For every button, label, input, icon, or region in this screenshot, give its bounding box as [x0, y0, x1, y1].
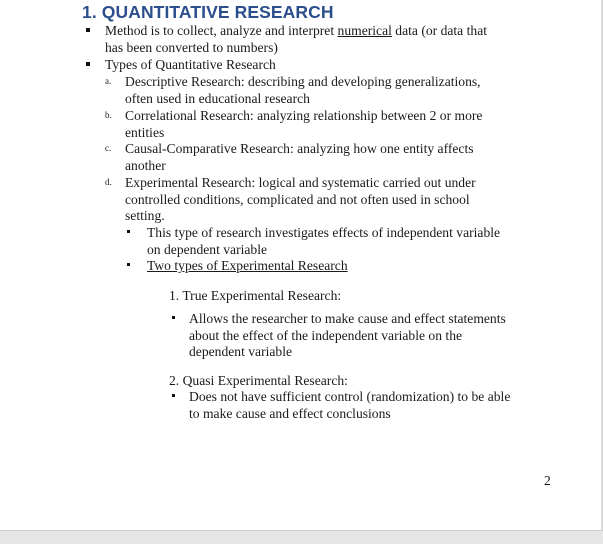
true-experimental-line1: Allows the researcher to make cause and effect statements [189, 311, 506, 326]
list-marker: a. [105, 76, 112, 86]
sub-bullet-2: Two types of Experimental Research [147, 258, 348, 273]
item-b-line2: entities [125, 125, 165, 140]
square-bullet-icon [86, 28, 90, 32]
section-heading: 1. QUANTITATIVE RESEARCH [82, 2, 334, 22]
method-text-start: Method is to collect, analyze and interpret [105, 23, 338, 38]
true-experimental-title: 1. True Experimental Research: [169, 288, 342, 303]
square-bullet-icon [172, 394, 175, 397]
square-bullet-icon [172, 316, 175, 319]
item-c-line2: another [125, 158, 166, 173]
page-number: 2 [544, 473, 551, 488]
list-marker: b. [105, 110, 112, 120]
method-line [105, 22, 487, 39]
sub-bullet-1-line2: on dependent variable [147, 242, 268, 257]
quasi-experimental-title: 2. Quasi Experimental Research: [169, 373, 348, 388]
item-c-line1: Causal-Comparative Research: analyzing how one entity affects [125, 141, 474, 156]
method-text-end: data (or data that [391, 23, 488, 38]
item-d-line1: Experimental Research: logical and systematic carried out under [125, 175, 476, 190]
item-b-line1: Correlational Research: analyzing relationship between 2 or more [125, 108, 483, 123]
sub-bullet-1-line1: This type of research investigates effects of independent variable [147, 225, 501, 240]
true-experimental-line2: about the effect of the independent variable on the [189, 328, 463, 343]
quasi-experimental-line1: Does not have sufficient control (randomization) to be able [189, 389, 511, 404]
item-a-line1: Descriptive Research: describing and developing generalizations, [125, 74, 481, 89]
types-line: Types of Quantitative Research [105, 57, 276, 72]
item-a-line2: often used in educational research [125, 91, 310, 106]
list-marker: d. [105, 177, 112, 187]
item-d-line2: controlled conditions, complicated and not often used in school [125, 192, 470, 207]
quasi-experimental-line2: to make cause and effect conclusions [189, 406, 391, 421]
square-bullet-icon [127, 230, 130, 233]
square-bullet-icon [127, 263, 130, 266]
method-text-underlined: numerical [337, 23, 392, 38]
list-marker: c. [105, 143, 112, 153]
true-experimental-line3: dependent variable [189, 344, 293, 359]
square-bullet-icon [86, 62, 90, 66]
item-d-line3: setting. [125, 208, 165, 223]
method-line-cont: has been converted to numbers) [105, 40, 278, 55]
viewer-bottom-bar [0, 530, 603, 544]
